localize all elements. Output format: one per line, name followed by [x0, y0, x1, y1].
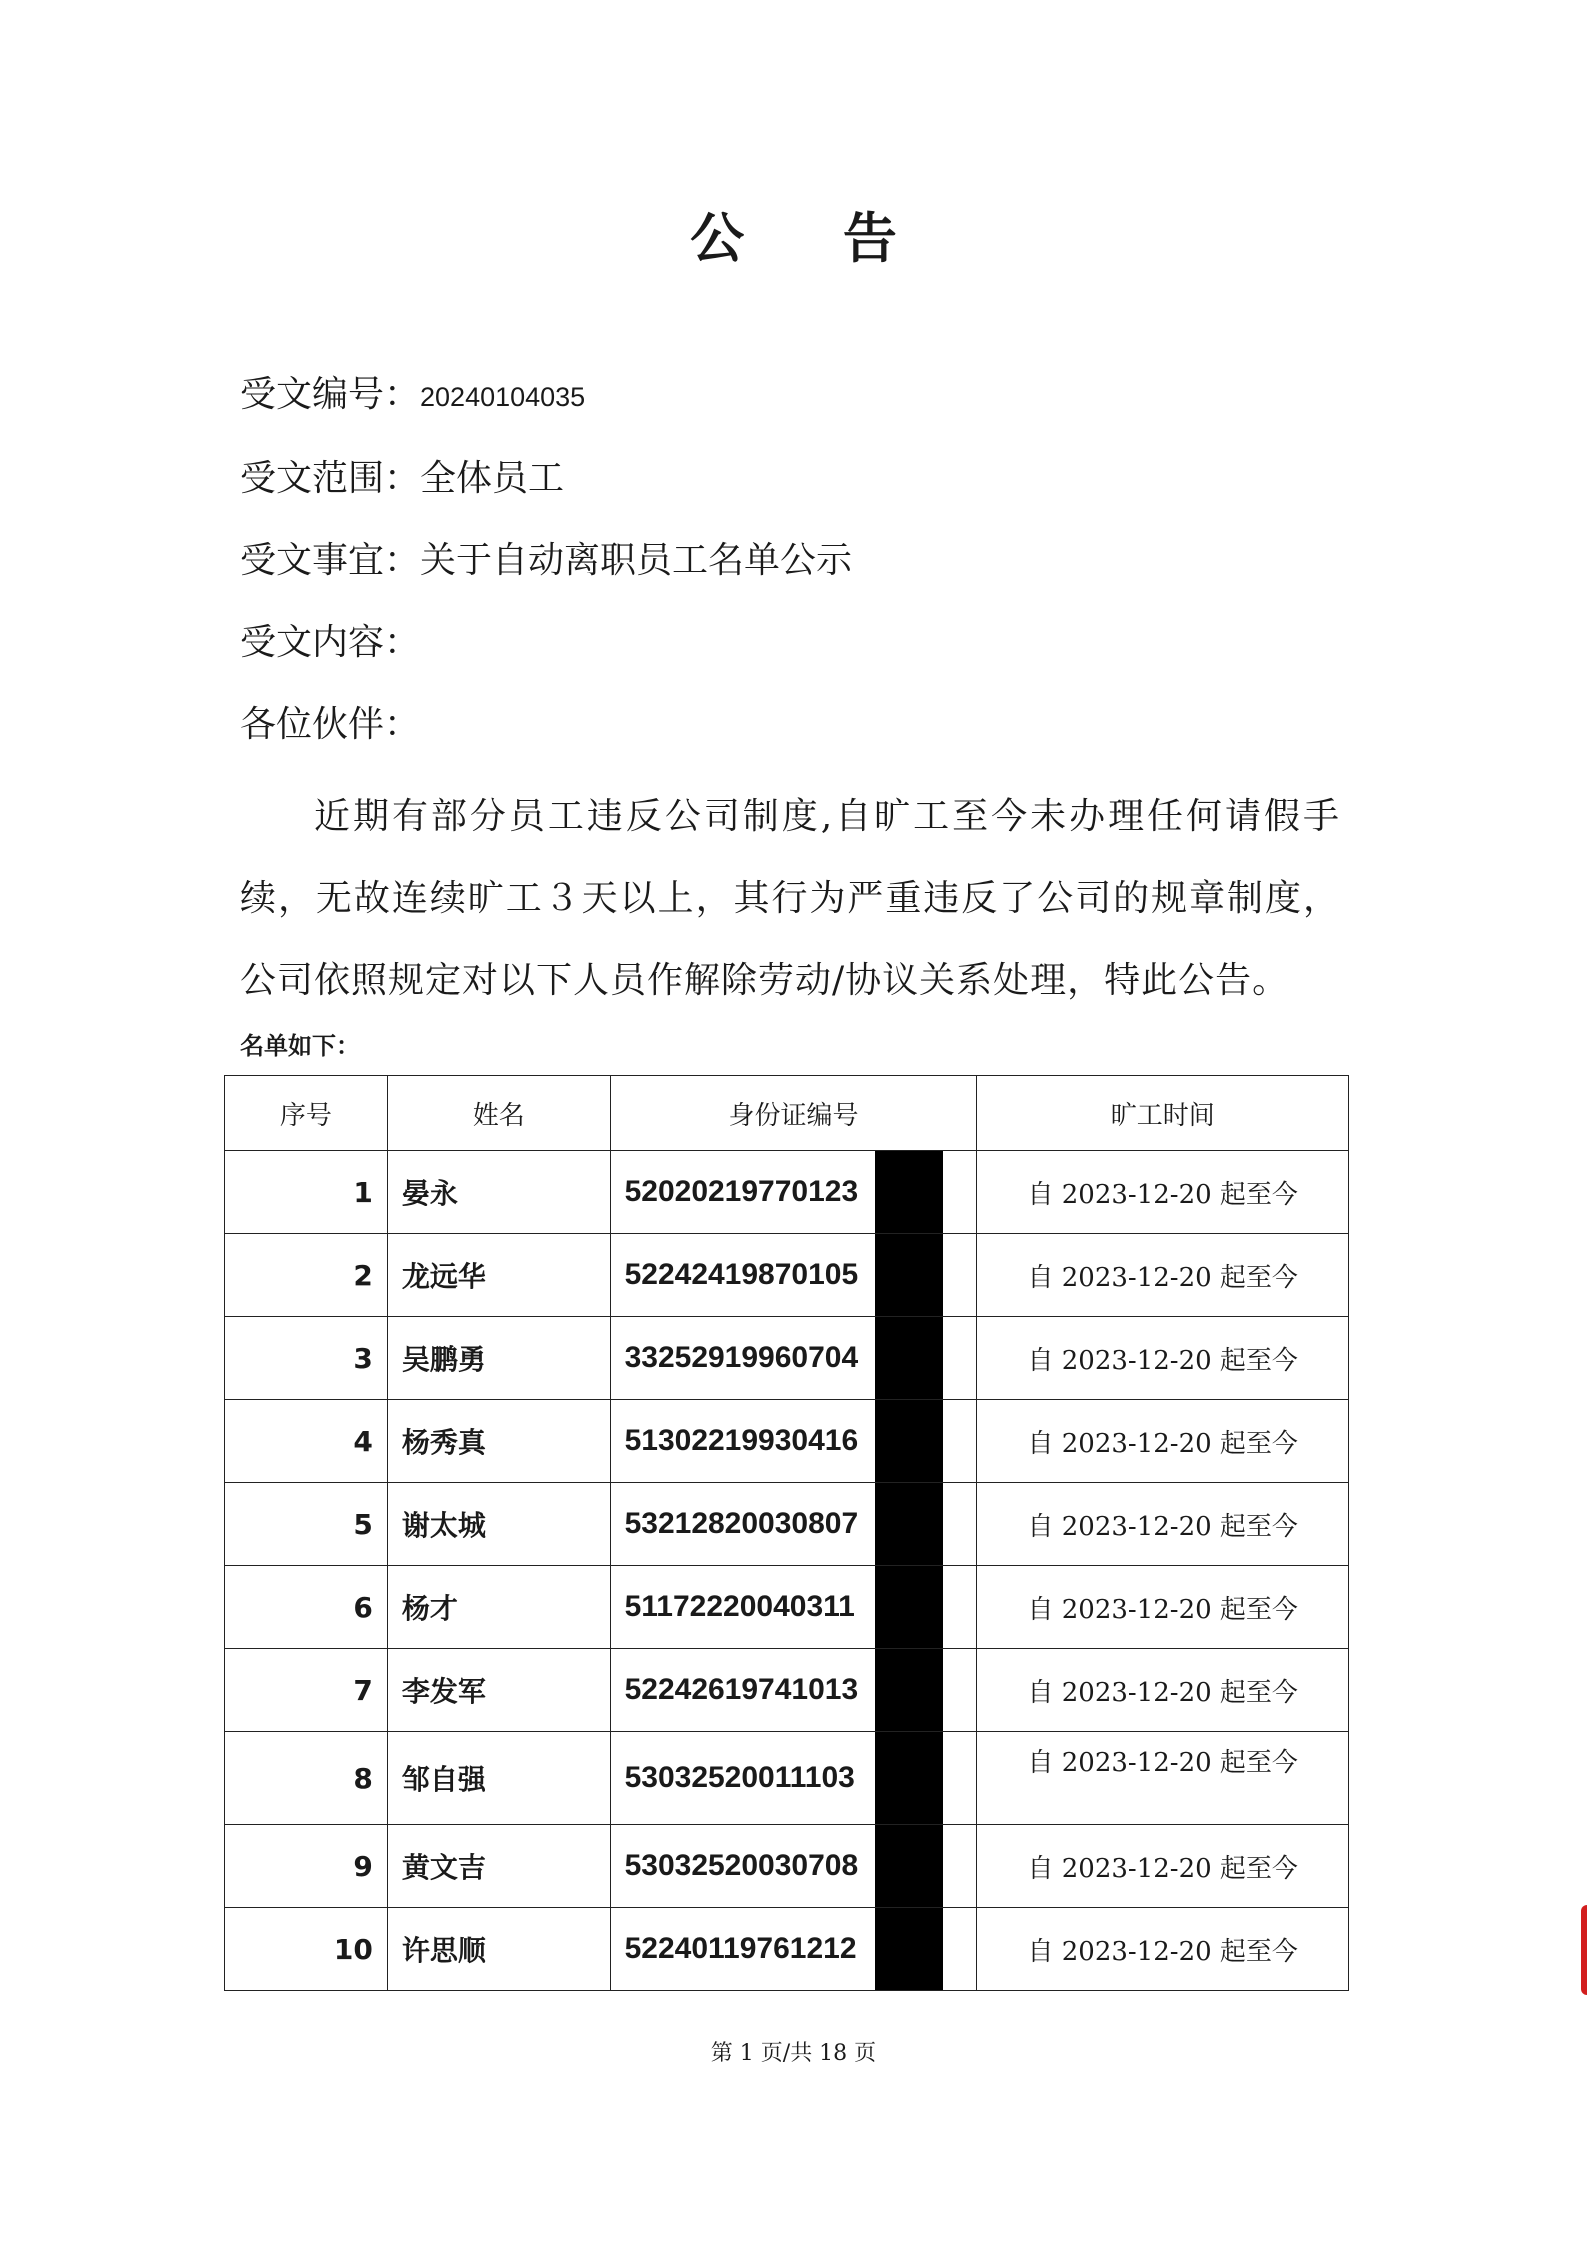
row-id: [610, 1732, 977, 1825]
row-id-text: 53032520030708: [624, 1849, 859, 1882]
redaction-block: [875, 1234, 943, 1316]
row-name: 吴鹏勇: [387, 1317, 610, 1400]
row-id-text: 33252919960704: [624, 1341, 859, 1374]
table-row: [225, 1400, 1349, 1483]
row-id: [610, 1908, 977, 1991]
row-name: 黄文吉: [387, 1825, 610, 1908]
row-id: [610, 1483, 977, 1566]
table-row: [225, 1908, 1349, 1991]
redaction-block: [875, 1151, 943, 1233]
redaction-block: [875, 1908, 943, 1990]
header-seq: 序号: [225, 1076, 388, 1151]
row-seq: 4: [225, 1400, 388, 1483]
row-name: 杨秀真: [387, 1400, 610, 1483]
row-seq: 2: [225, 1234, 388, 1317]
row-time: 自 2023-12-20 起至今: [977, 1649, 1349, 1732]
page-footer: 第 1 页/共 18 页: [710, 2041, 877, 2066]
notice-paragraph: [240, 776, 1340, 1022]
row-seq: 6: [225, 1566, 388, 1649]
row-seq: 8: [225, 1732, 388, 1825]
row-time: 自 2023-12-20 起至今: [977, 1317, 1349, 1400]
header-id: 身份证编号: [610, 1076, 977, 1151]
redaction-block: [875, 1566, 943, 1648]
row-seq: 9: [225, 1825, 388, 1908]
row-time: 自 2023-12-20 起至今: [977, 1234, 1349, 1317]
row-id-text: 53212820030807: [624, 1507, 859, 1540]
scope-label: 受文范围：: [240, 458, 421, 499]
header-time: 旷工时间: [977, 1076, 1349, 1151]
row-id-text: 52242619741013: [624, 1673, 859, 1706]
row-time: 自 2023-12-20 起至今: [977, 1151, 1349, 1234]
table-row: [225, 1649, 1349, 1732]
row-seq: 3: [225, 1317, 388, 1400]
row-time: 自 2023-12-20 起至今: [977, 1400, 1349, 1483]
matter-value: 关于自动离职员工名单公示: [420, 540, 853, 581]
row-id: [610, 1566, 977, 1649]
row-time: 自 2023-12-20 起至今: [977, 1483, 1349, 1566]
notice-paragraph-text: 近期有部分员工违反公司制度,自旷工至今未办理任何请假手续，无故连续旷工３天以上，其行为严重违反了公司的规章制度，公司依照规定对以下人员作解除劳动/协议关系处理，特此公告。: [240, 796, 1340, 1001]
row-time: 自 2023-12-20 起至今: [977, 1908, 1349, 1991]
redaction-block: [875, 1649, 943, 1731]
redaction-block: [875, 1317, 943, 1399]
row-id: [610, 1234, 977, 1317]
row-id-text: 52242419870105: [624, 1258, 859, 1291]
row-name: 谢太城: [387, 1483, 610, 1566]
row-name: 许思顺: [387, 1908, 610, 1991]
doc-number-label: 受文编号：: [240, 374, 421, 415]
row-name: 李发军: [387, 1649, 610, 1732]
doc-number-line: [240, 372, 585, 420]
row-id-text: 51172220040311: [624, 1590, 855, 1623]
row-id: [610, 1317, 977, 1400]
row-seq: 1: [225, 1151, 388, 1234]
table-row: [225, 1317, 1349, 1400]
redaction-block: [875, 1400, 943, 1482]
row-id: [610, 1649, 977, 1732]
redaction-block: [875, 1825, 943, 1907]
header-name: 姓名: [387, 1076, 610, 1151]
row-name: 龙远华: [387, 1234, 610, 1317]
row-time: 自 2023-12-20 起至今: [977, 1566, 1349, 1649]
row-id: [610, 1151, 977, 1234]
redaction-block: [875, 1732, 943, 1824]
row-id-text: 52240119761212: [624, 1932, 857, 1965]
table-row: [225, 1825, 1349, 1908]
employee-table: [224, 1075, 1349, 1991]
row-time: 自 2023-12-20 起至今: [977, 1732, 1349, 1825]
row-id: [610, 1400, 977, 1483]
page-title: 公 告: [690, 207, 937, 270]
doc-number-value: 20240104035: [420, 382, 586, 412]
table-row: [225, 1151, 1349, 1234]
seal-edge: [1581, 1905, 1587, 1995]
table-row: [225, 1732, 1349, 1825]
scope-line: [240, 456, 564, 502]
scope-value: 全体员工: [420, 458, 565, 499]
row-id-text: 52020219770123: [624, 1175, 859, 1208]
row-name: 邹自强: [387, 1732, 610, 1825]
list-label: 名单如下：: [240, 1032, 360, 1060]
matter-line: [240, 538, 852, 584]
redaction-block: [875, 1483, 943, 1565]
content-label: 受文内容：: [240, 622, 421, 663]
greeting: 各位伙伴：: [240, 704, 421, 745]
row-seq: 10: [225, 1908, 388, 1991]
row-name: 晏永: [387, 1151, 610, 1234]
table-header-row: [225, 1076, 1349, 1151]
row-id: [610, 1825, 977, 1908]
row-time: 自 2023-12-20 起至今: [977, 1825, 1349, 1908]
content-line: [240, 620, 420, 666]
matter-label: 受文事宜：: [240, 540, 421, 581]
table-row: [225, 1483, 1349, 1566]
row-seq: 5: [225, 1483, 388, 1566]
row-name: 杨才: [387, 1566, 610, 1649]
table-row: [225, 1234, 1349, 1317]
row-id-text: 51302219930416: [624, 1424, 859, 1457]
table-row: [225, 1566, 1349, 1649]
row-seq: 7: [225, 1649, 388, 1732]
row-id-text: 53032520011103: [624, 1761, 855, 1794]
